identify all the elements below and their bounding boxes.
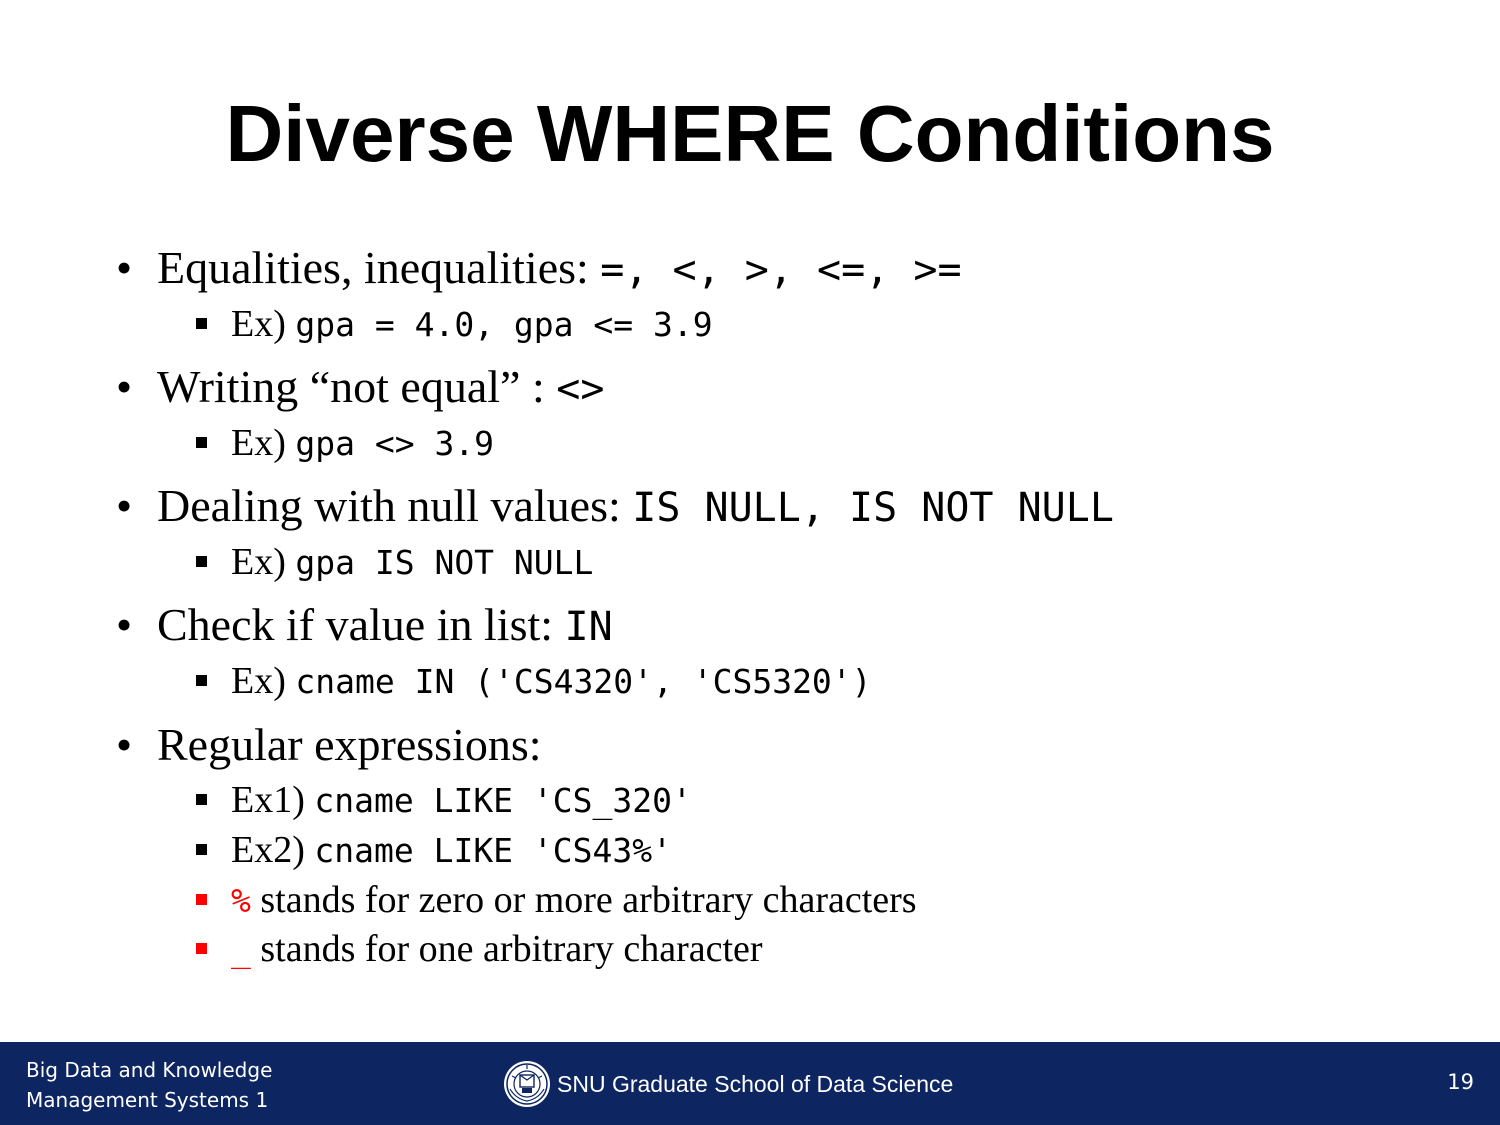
sub-bullet-example (231, 302, 713, 347)
bullet-code: IS NULL, IS NOT NULL (632, 485, 1114, 531)
bullet-code: =, <, >, <=, >= (600, 247, 962, 293)
sub-bullet-example (231, 421, 494, 466)
example-prefix: Ex) (231, 303, 296, 345)
sub-bullet-marker (196, 556, 207, 567)
bullet-marker: • (116, 719, 133, 770)
example-prefix: Ex2) (231, 829, 315, 871)
course-name-line-2: Management Systems 1 (26, 1088, 269, 1112)
footer-bar (0, 1042, 1500, 1125)
sub-bullet-percent-wildcard (231, 878, 917, 923)
bullet-text: Dealing with null values: (157, 480, 633, 531)
bullet-equalities (157, 242, 962, 296)
example-code: gpa = 4.0, gpa <= 3.9 (295, 305, 713, 344)
sub-bullet-example-1 (231, 778, 692, 823)
bullet-regular-expressions (157, 719, 542, 771)
school-name: SNU Graduate School of Data Science (557, 1070, 954, 1097)
sub-bullet-example (231, 540, 593, 585)
sub-bullet-underscore-wildcard (231, 927, 763, 972)
sub-bullet-marker (196, 675, 207, 686)
example-code: cname LIKE 'CS_320' (314, 781, 692, 820)
sub-bullet-marker-red (196, 943, 207, 954)
sub-bullet-marker (196, 437, 207, 448)
bullet-text: Equalities, inequalities: (157, 242, 601, 293)
sub-bullet-marker (196, 844, 207, 855)
bullet-null-values (157, 480, 1114, 534)
example-prefix: Ex1) (231, 779, 315, 821)
slide-title: Diverse WHERE Conditions (225, 89, 1275, 178)
wildcard-symbol: % (231, 881, 251, 920)
school-branding (502, 1058, 953, 1110)
sub-bullet-example-2 (231, 828, 672, 873)
example-prefix: Ex) (231, 541, 296, 583)
snu-seal-icon (502, 1059, 552, 1109)
sub-bullet-example (231, 659, 872, 704)
bullet-code: IN (564, 604, 613, 650)
bullet-text: Check if value in list: (157, 599, 565, 650)
wildcard-symbol: _ (231, 930, 251, 969)
wildcard-description: stands for zero or more arbitrary characters (250, 879, 917, 921)
example-code: cname IN ('CS4320', 'CS5320') (295, 662, 872, 701)
bullet-marker: • (116, 480, 133, 531)
bullet-code: <> (556, 366, 605, 412)
example-code: gpa <> 3.9 (295, 424, 495, 463)
bullet-text: Writing “not equal” : (157, 361, 557, 412)
example-code: gpa IS NOT NULL (295, 543, 594, 582)
example-prefix: Ex) (231, 422, 296, 464)
sub-bullet-marker-red (196, 894, 207, 905)
example-prefix: Ex) (231, 660, 296, 702)
example-code: cname LIKE 'CS43%' (314, 831, 672, 870)
page-number: 19 (1447, 1070, 1474, 1094)
wildcard-description: stands for one arbitrary character (250, 928, 763, 970)
sub-bullet-marker (196, 794, 207, 805)
bullet-text: Regular expressions: (157, 719, 542, 770)
bullet-marker: • (116, 242, 133, 293)
bullet-not-equal (157, 361, 604, 415)
course-name (26, 1055, 326, 1115)
bullet-marker: • (116, 361, 133, 412)
bullet-in-list (157, 599, 613, 653)
sub-bullet-marker (196, 318, 207, 329)
bullet-marker: • (116, 599, 133, 650)
course-name-line-1: Big Data and Knowledge (26, 1058, 273, 1082)
